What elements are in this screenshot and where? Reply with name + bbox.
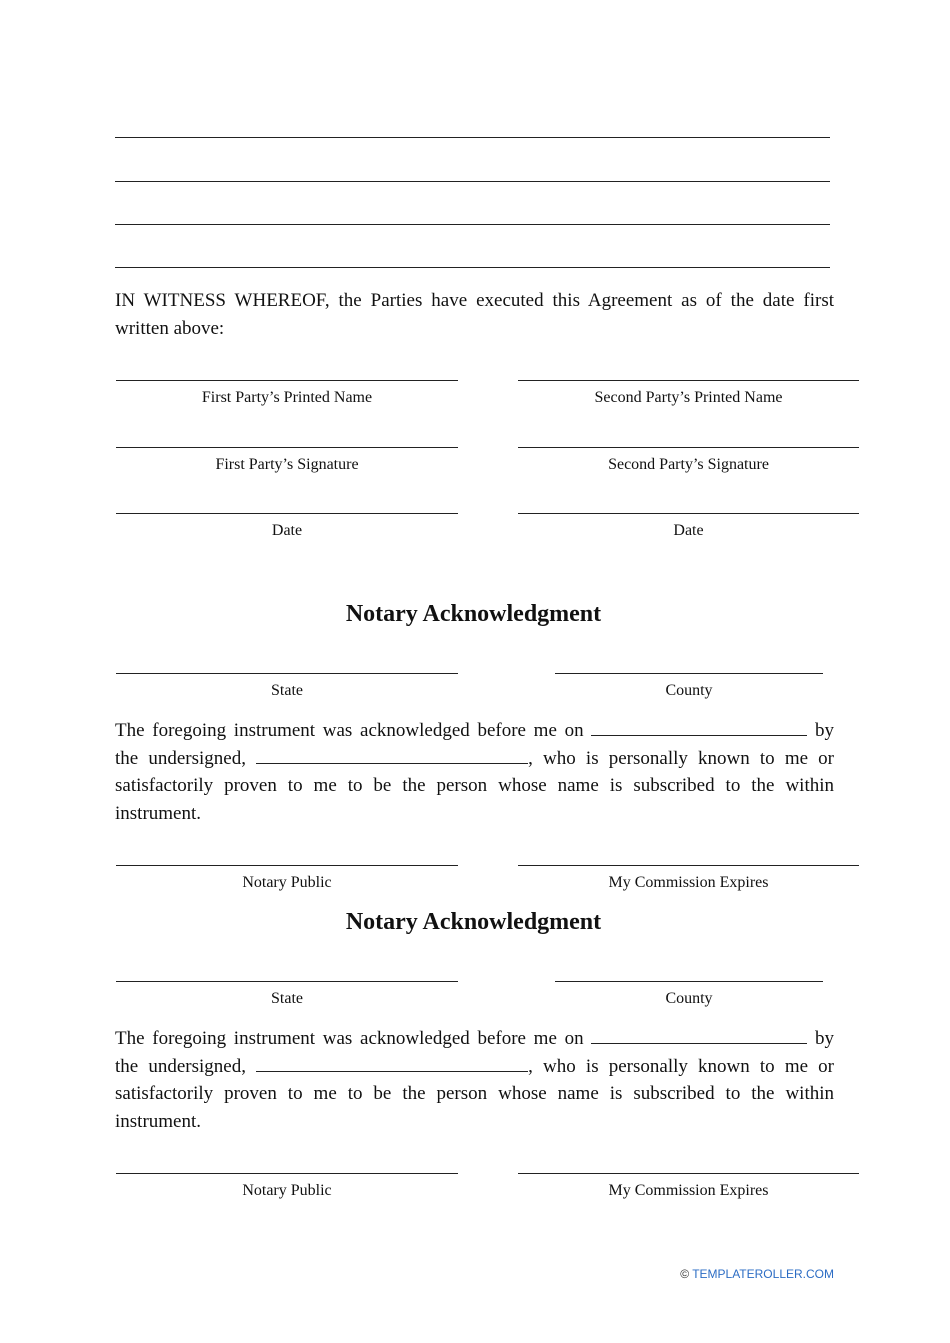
notary-1-commission-field[interactable] xyxy=(518,865,859,893)
first-party-date-field[interactable] xyxy=(116,513,458,541)
notary-1-county-label: County xyxy=(665,682,713,699)
templateroller-link[interactable]: TEMPLATEROLLER.COM xyxy=(692,1267,834,1281)
second-party-printed-name-label: Second Party’s Printed Name xyxy=(594,389,783,406)
blank-line-3 xyxy=(115,224,830,225)
notary-1-text-2: by the undersigned, xyxy=(115,720,834,769)
notary-1-notary-public-label: Notary Public xyxy=(242,874,332,891)
notary-2-name-blank[interactable] xyxy=(256,1057,528,1072)
first-party-date-label: Date xyxy=(271,522,303,539)
blank-line-2 xyxy=(115,181,830,182)
footer-credit xyxy=(680,1267,834,1281)
notary-1-commission-label: My Commission Expires xyxy=(608,874,769,891)
notary-2-text-3: , who is personally known to me or satisfactorily proven to me to be the person whose name is subscribed to the within instrument. xyxy=(115,1055,835,1132)
notary-1-notary-public-field[interactable] xyxy=(116,865,458,893)
notary-1-county-field[interactable] xyxy=(555,673,823,701)
notary-1-paragraph xyxy=(115,717,834,827)
first-party-signature-field[interactable] xyxy=(116,447,458,475)
second-party-signature-field[interactable] xyxy=(518,447,859,475)
notary-2-date-blank[interactable] xyxy=(591,1029,807,1044)
notary-2-notary-public-field[interactable] xyxy=(116,1173,458,1201)
second-party-date-field[interactable] xyxy=(518,513,859,541)
second-party-date-label: Date xyxy=(673,522,704,539)
second-party-signature-label: Second Party’s Signature xyxy=(608,456,769,473)
notary-2-county-label: County xyxy=(665,990,713,1007)
notary-2-commission-field[interactable] xyxy=(518,1173,859,1201)
first-party-signature-label: First Party’s Signature xyxy=(215,456,359,473)
notary-2-notary-public-label: Notary Public xyxy=(242,1182,332,1199)
copyright-symbol: © xyxy=(680,1267,690,1281)
notary-1-name-blank[interactable] xyxy=(256,749,528,764)
first-party-printed-name-field[interactable] xyxy=(116,380,458,408)
notary-heading-1: Notary Acknowledgment xyxy=(345,601,602,627)
notary-2-county-field[interactable] xyxy=(555,981,823,1009)
notary-2-commission-label: My Commission Expires xyxy=(608,1182,769,1199)
blank-line-1 xyxy=(115,137,830,138)
notary-2-text-1: The foregoing instrument was acknowledged before me on xyxy=(115,1028,584,1049)
notary-1-state-label: State xyxy=(271,682,303,699)
notary-2-state-field[interactable] xyxy=(116,981,458,1009)
notary-1-state-field[interactable] xyxy=(116,673,458,701)
notary-2-state-label: State xyxy=(271,990,303,1007)
notary-1-date-blank[interactable] xyxy=(591,721,807,736)
witness-paragraph: IN WITNESS WHEREOF, the Parties have executed this Agreement as of the date first written above: xyxy=(115,290,834,339)
notary-1-text-1: The foregoing instrument was acknowledged before me on xyxy=(115,720,584,741)
second-party-printed-name-field[interactable] xyxy=(518,380,859,408)
notary-1-text-3: , who is personally known to me or satisfactorily proven to me to be the person whose name is subscribed to the within instrument. xyxy=(115,747,835,824)
notary-2-text-2: by the undersigned, xyxy=(115,1028,834,1077)
notary-2-paragraph xyxy=(115,1025,834,1135)
blank-line-4 xyxy=(115,267,830,268)
first-party-printed-name-label: First Party’s Printed Name xyxy=(201,389,373,406)
notary-heading-2: Notary Acknowledgment xyxy=(345,909,602,935)
